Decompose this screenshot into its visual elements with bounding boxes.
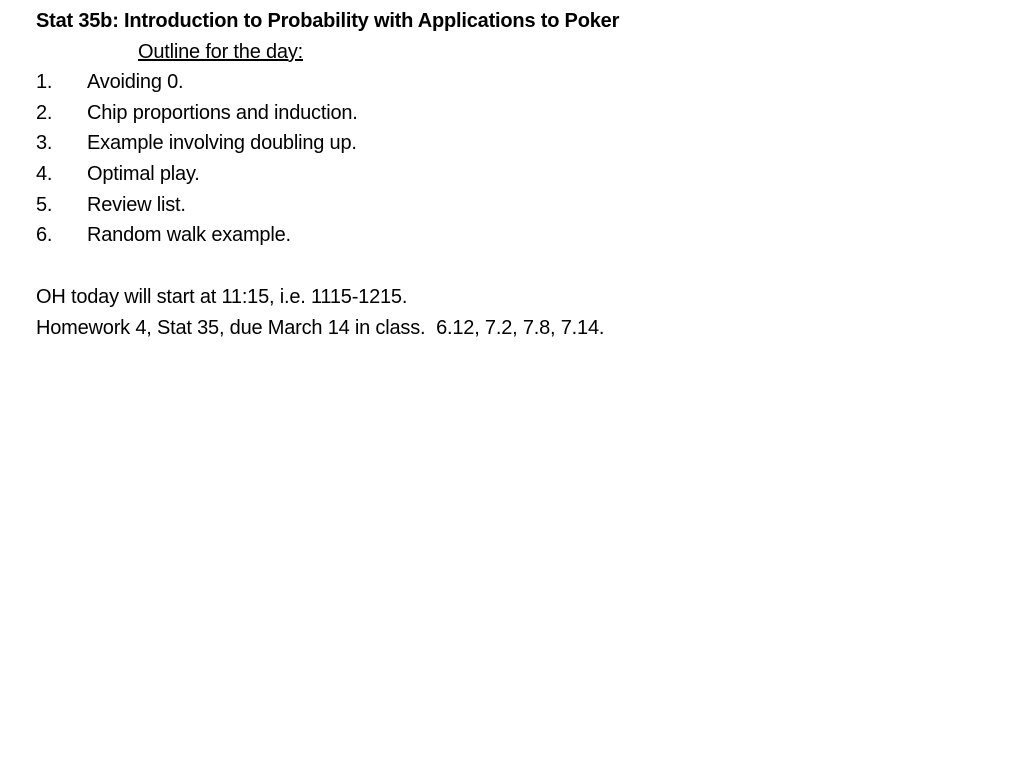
list-item-number: 2. [36, 101, 53, 124]
list-item-number: 1. [36, 71, 53, 93]
list-item [36, 160, 358, 191]
list-item-number: 5. [36, 193, 53, 216]
list-item-text: Avoiding 0. [87, 71, 184, 93]
list-item-text: Chip proportions and induction. [87, 101, 358, 124]
list-item [36, 221, 358, 252]
list-item-number: 6. [36, 224, 53, 247]
list-item-text: Example involving doubling up. [87, 132, 357, 155]
list-item-number: 4. [36, 163, 53, 186]
list-item-text: Optimal play. [87, 163, 200, 186]
outline-list [36, 68, 358, 252]
list-item [36, 191, 358, 222]
list-item-number: 3. [36, 132, 53, 155]
list-item [36, 99, 358, 130]
list-item-text: Random walk example. [87, 224, 291, 247]
office-hours-note: OH today will start at 11:15, i.e. 1115-1215. [36, 286, 408, 308]
list-item [36, 129, 358, 160]
slide-title: Stat 35b: Introduction to Probability with Applications to Poker [36, 10, 620, 32]
homework-note: Homework 4, Stat 35, due March 14 in class. 6.12, 7.2, 7.8, 7.14. [36, 317, 605, 339]
list-item-text: Review list. [87, 193, 186, 216]
outline-heading: Outline for the day: [138, 41, 303, 63]
list-item [36, 68, 358, 99]
